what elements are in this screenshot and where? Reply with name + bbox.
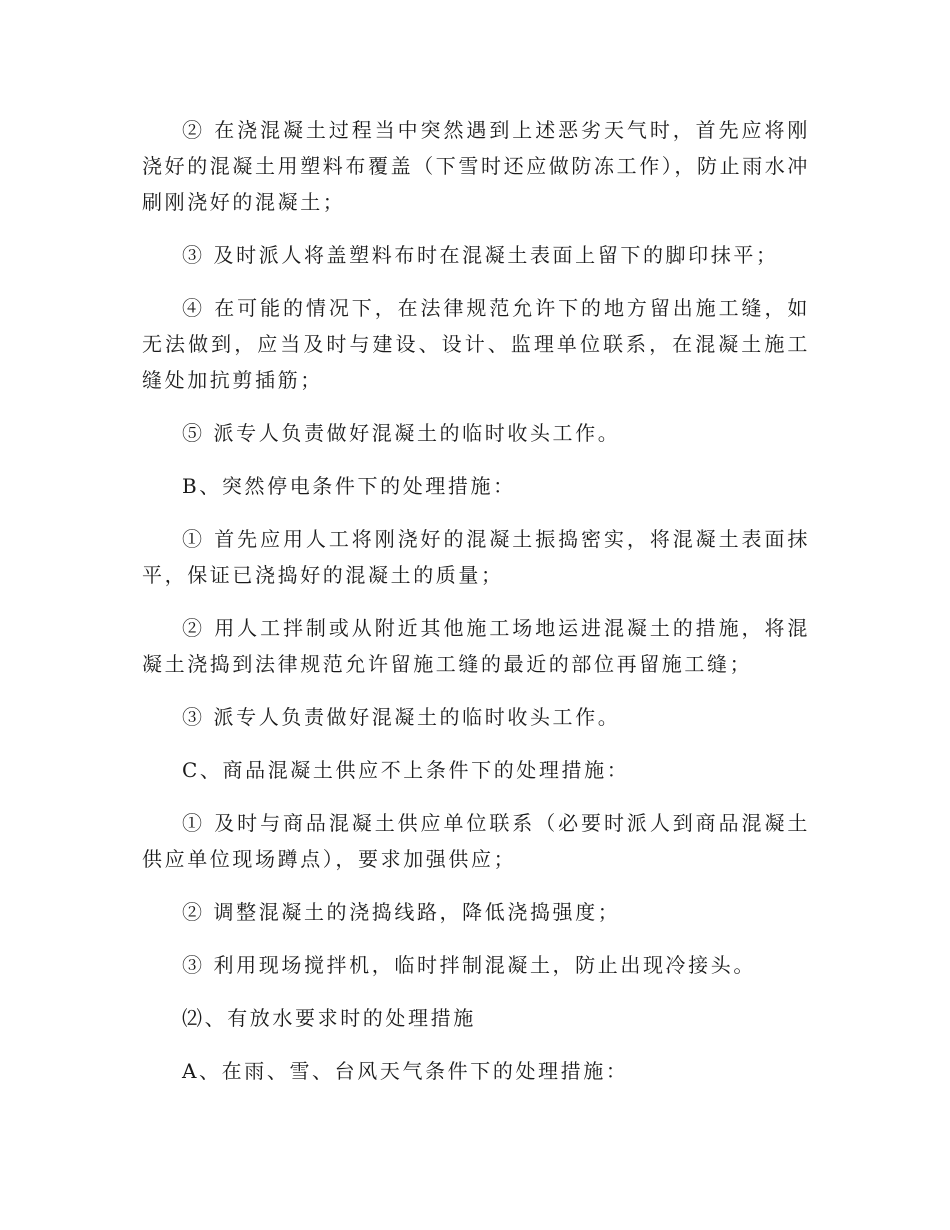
section-heading-drainage: ⑵、有放水要求时的处理措施 [182,1006,476,1030]
paragraph-outage-compaction: ① 首先应用人工将刚浇好的混凝土振捣密实，将混凝土表面抹平，保证已浇捣好的混凝土的质量； [142,527,810,587]
paragraph-outage-finishing: ③ 派专人负责做好混凝土的临时收头工作。 [182,705,621,729]
paragraph-supply-route: ② 调整混凝土的浇捣线路，降低浇捣强度； [182,900,621,924]
paragraph-weather-footprints: ③ 及时派人将盖塑料布时在混凝土表面上留下的脚印抹平； [182,243,779,267]
paragraph-supply-contact: ① 及时与商品混凝土供应单位联系（必要时派人到商品混凝土供应单位现场蹲点），要求加强供应； [142,811,810,871]
paragraph-weather-construction-joint: ④ 在可能的情况下，在法律规范允许下的地方留出施工缝，如无法做到，应当及时与建设、设计、监理单位联系，在混凝土施工缝处加抗剪插筋； [142,296,810,392]
section-heading-drainage-weather: A、在雨、雪、台风天气条件下的处理措施： [182,1059,629,1083]
section-heading-power-outage: B、突然停电条件下的处理措施： [182,474,516,498]
document-body [142,112,810,1106]
paragraph-weather-cover: ② 在浇混凝土过程当中突然遇到上述恶劣天气时，首先应将刚浇好的混凝土用塑料布覆盖（下雪时还应做防冻工作），防止雨水冲刷刚浇好的混凝土； [142,118,810,214]
paragraph-outage-manual-mixing: ② 用人工拌制或从附近其他施工场地运进混凝土的措施，将混凝土浇捣到法律规范允许留施工缝的最近的部位再留施工缝； [142,616,810,676]
section-heading-supply-shortage: C、商品混凝土供应不上条件下的处理措施： [182,758,630,782]
paragraph-supply-onsite-mixer: ③ 利用现场搅拌机，临时拌制混凝土，防止出现冷接头。 [182,953,756,977]
paragraph-weather-finishing: ⑤ 派专人负责做好混凝土的临时收头工作。 [182,421,621,445]
